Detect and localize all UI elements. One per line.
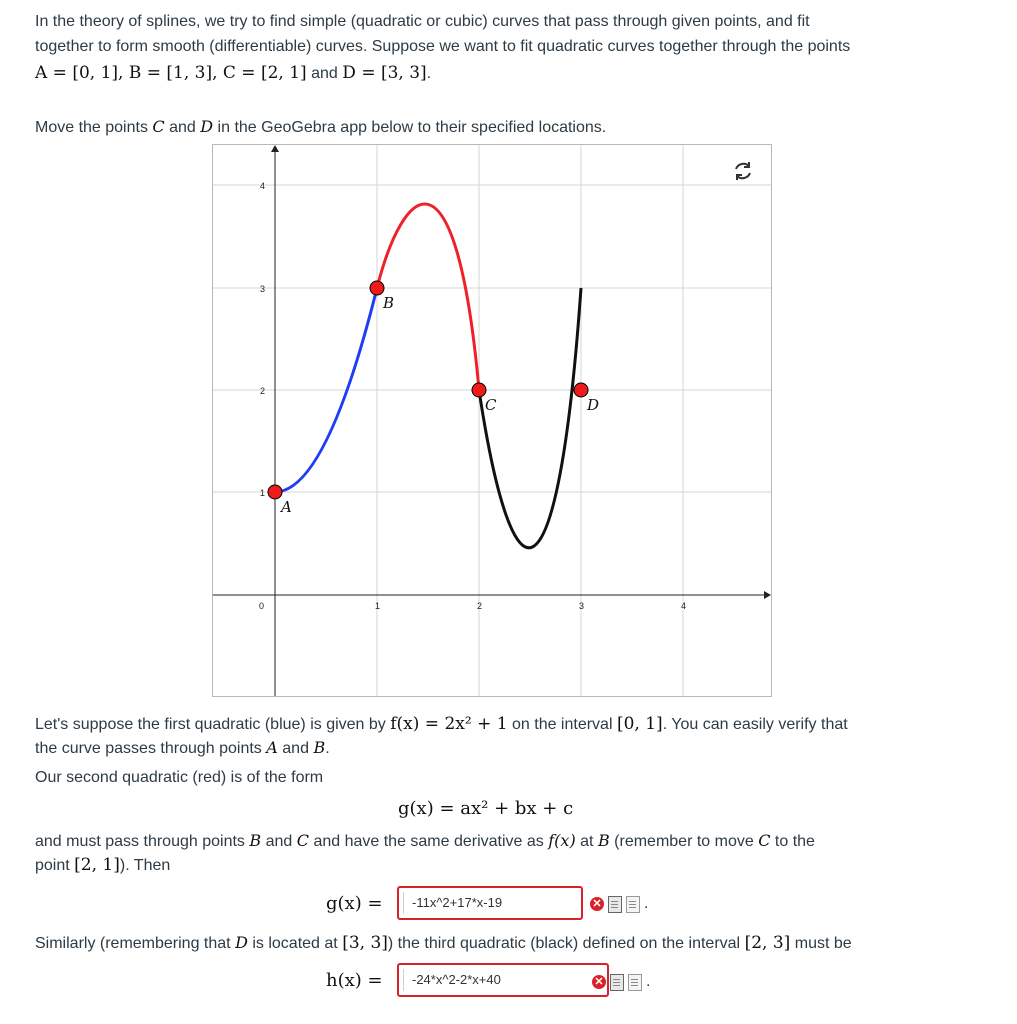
line2-and: and <box>282 740 309 757</box>
point-a-label: A <box>281 498 292 516</box>
h-answer-icons <box>592 973 650 991</box>
must-to: to the <box>774 833 815 850</box>
similarly-post: ) the third quadratic (black) defined on the interval <box>387 935 741 952</box>
line2-period: . <box>325 740 330 757</box>
suppose-line-2 <box>35 736 330 761</box>
suppose-pre: Let's suppose the first quadratic (blue) is given by <box>35 716 386 733</box>
black-curve <box>479 288 581 548</box>
point-b-ref: B <box>313 738 326 757</box>
must-b: B <box>249 831 262 850</box>
h-label: h(x) = <box>326 970 383 991</box>
must-f: f(x) <box>548 831 576 850</box>
point-d[interactable] <box>574 383 588 397</box>
intro-and: and <box>311 65 338 82</box>
point-c[interactable] <box>472 383 486 397</box>
must-mid: and have the same derivative as <box>313 833 544 850</box>
point-21: [2, 1] <box>74 855 120 875</box>
intro-line-3 <box>35 61 431 86</box>
must-rem: (remember to move <box>614 833 754 850</box>
intro-period: . <box>426 65 432 82</box>
reset-icon[interactable] <box>736 162 750 180</box>
axes <box>213 148 768 696</box>
document-icon[interactable] <box>626 896 640 913</box>
suppose-mid: on the interval <box>512 716 613 733</box>
origin-label: 0 <box>259 601 265 611</box>
preview-icon[interactable] <box>608 896 622 913</box>
y-tick-label: 2 <box>260 386 266 396</box>
second-quadratic-text: Our second quadratic (red) is of the form <box>35 769 324 786</box>
y-tick-label: 4 <box>260 181 266 191</box>
suppose-line-1 <box>35 712 848 737</box>
similarly-d: D <box>235 933 248 952</box>
must-line-1 <box>35 829 815 854</box>
interval-01: [0, 1] <box>616 714 663 734</box>
point-post: ). Then <box>119 857 171 874</box>
must-c2: C <box>758 831 771 850</box>
point-a-ref: A <box>266 738 278 757</box>
point-d-label: D <box>587 396 600 414</box>
h-answer-field[interactable] <box>397 963 609 997</box>
g-dot: . <box>644 895 649 912</box>
document-icon[interactable] <box>628 974 642 991</box>
similarly-line <box>35 931 852 956</box>
x-tick-label: 1 <box>375 601 381 611</box>
y-axis-arrow <box>271 145 279 152</box>
move-post: in the GeoGebra app below to their specified locations. <box>217 119 607 136</box>
must-and: and <box>265 833 293 850</box>
point-pre: point <box>35 857 70 874</box>
geogebra-applet[interactable] <box>212 144 772 697</box>
x-tick-label: 4 <box>681 601 687 611</box>
preview-icon[interactable] <box>610 974 624 991</box>
move-instruction <box>35 115 606 140</box>
g-answer-icons <box>590 895 648 913</box>
h-dot: . <box>646 973 651 990</box>
similarly-interval: [2, 3] <box>744 933 791 953</box>
line2-pre: the curve passes through points <box>35 740 262 757</box>
grid <box>213 145 771 696</box>
must-at: at <box>580 833 594 850</box>
move-and: and <box>169 119 196 136</box>
points-abc: A = [0, 1], B = [1, 3], C = [2, 1] <box>35 63 307 83</box>
point-a[interactable] <box>268 485 282 499</box>
g-label: g(x) = <box>326 893 383 914</box>
similarly-point: [3, 3] <box>342 933 388 953</box>
y-tick-label: 3 <box>260 284 266 294</box>
intro-line-2: together to form smooth (differentiable) curves. Suppose we want to fit quadratic curves together through the points <box>35 38 851 55</box>
x-axis-arrow <box>764 591 771 599</box>
must-b2: B <box>597 831 610 850</box>
y-tick-label: 1 <box>260 488 266 498</box>
point-d: D = [3, 3] <box>342 63 427 83</box>
must-pre: and must pass through points <box>35 833 245 850</box>
suppose-post: . You can easily verify that <box>662 716 848 733</box>
similarly-pre: Similarly (remembering that <box>35 935 231 952</box>
g-answer-value[interactable]: -11x^2+17*x-19 <box>403 892 555 914</box>
move-d: D <box>200 117 214 136</box>
must-c: C <box>296 831 309 850</box>
must-line-2 <box>35 853 170 878</box>
move-c: C <box>152 117 165 136</box>
similarly-mid: is located at <box>252 935 338 952</box>
similarly-end: must be <box>794 935 852 952</box>
incorrect-icon: ✕ <box>590 897 604 911</box>
h-answer-value[interactable]: -24*x^2-2*x+40 <box>403 969 581 991</box>
g-form-equation: g(x) = ax² + bx + c <box>398 798 574 819</box>
g-answer-field[interactable] <box>397 886 583 920</box>
point-b-label: B <box>383 294 395 312</box>
f-definition: f(x) = 2x² + 1 <box>390 714 508 734</box>
intro-line-1: In the theory of splines, we try to find simple (quadratic or cubic) curves that pass through given points, and fit <box>35 13 810 30</box>
x-tick-label: 3 <box>579 601 585 611</box>
incorrect-icon: ✕ <box>592 975 606 989</box>
geogebra-graph[interactable] <box>213 145 771 696</box>
point-b[interactable] <box>370 281 384 295</box>
point-c-label: C <box>485 396 497 414</box>
x-tick-label: 2 <box>477 601 483 611</box>
move-pre: Move the points <box>35 119 148 136</box>
